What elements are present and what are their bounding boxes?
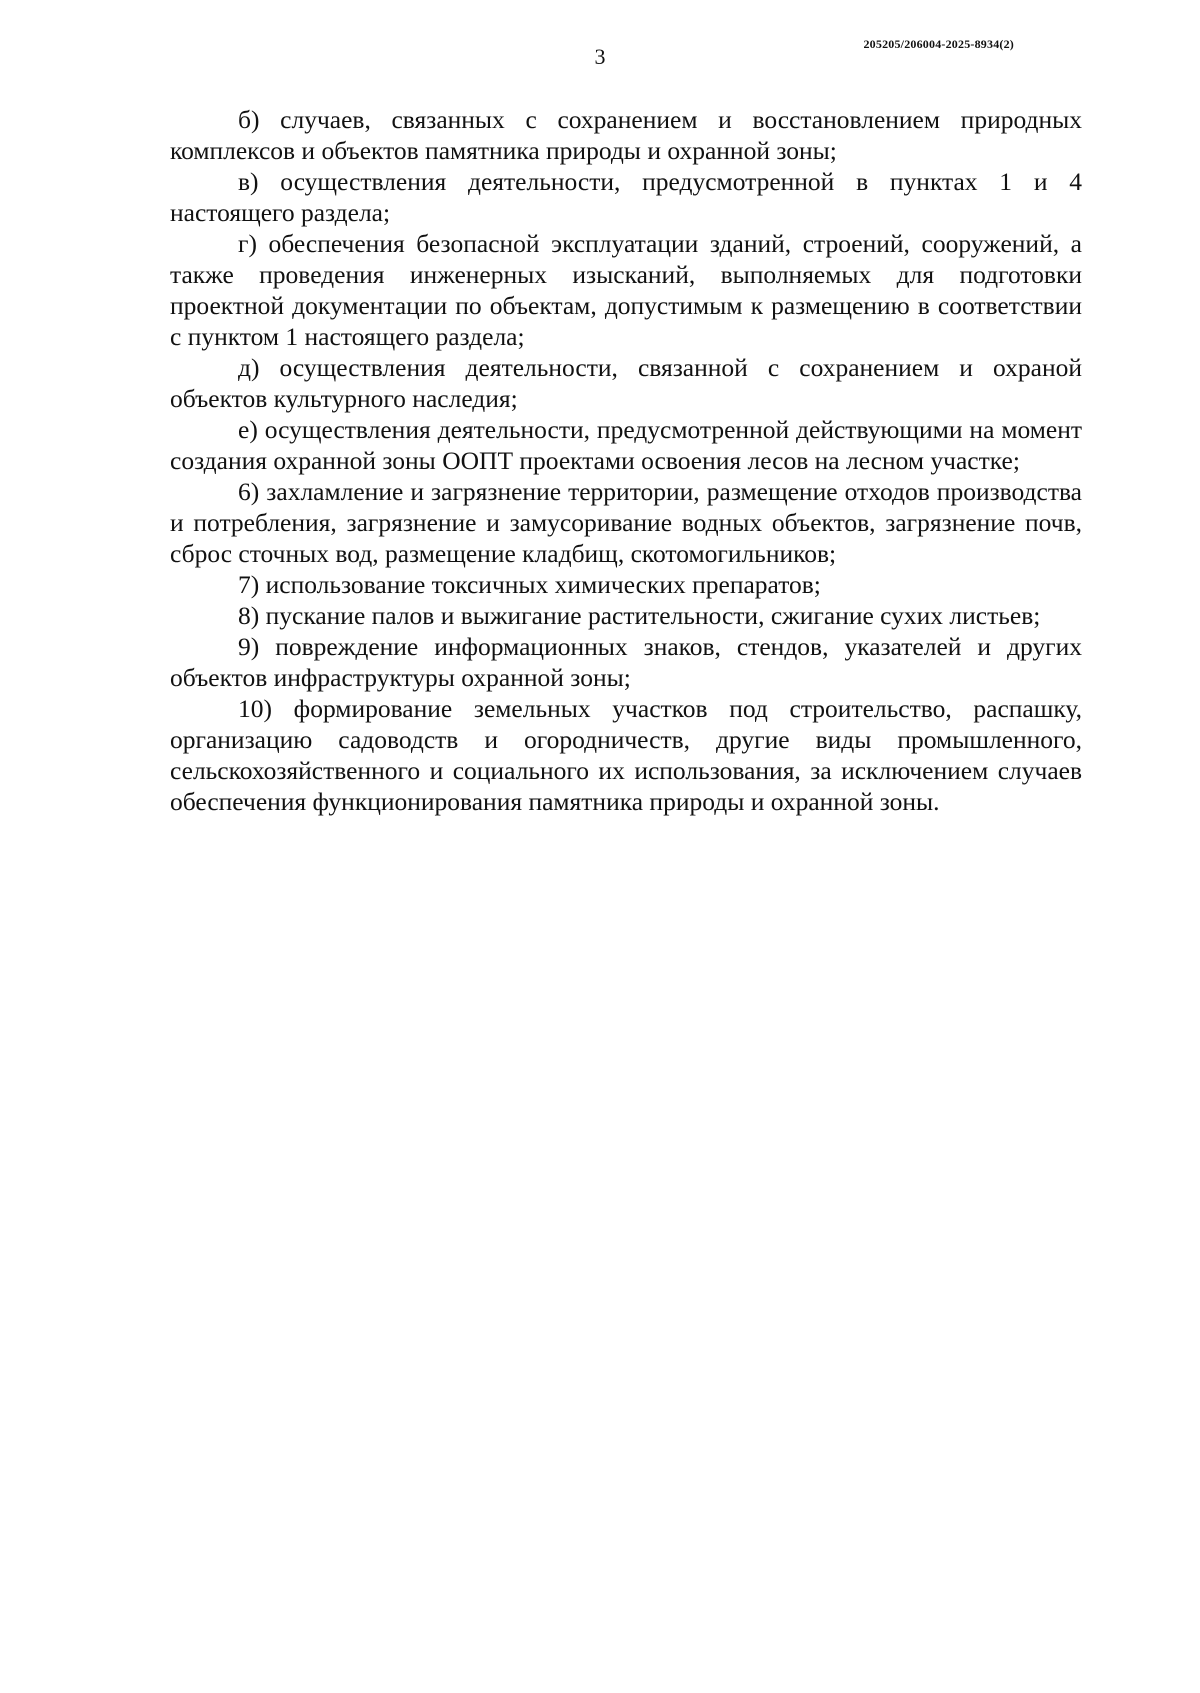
paragraph-9: 9) повреждение информационных знаков, стендов, указателей и других объектов инфраструктуры охранной зоны; — [170, 632, 1082, 692]
paragraph-7: 7) использование токсичных химических препаратов; — [238, 570, 821, 599]
paragraph-d: д) осуществления деятельности, связанной с сохранением и охраной объектов культурного наследия; — [170, 353, 1082, 413]
paragraph-10: 10) формирование земельных участков под строительство, распашку, организацию садоводств и огородничеств, другие виды промышленного, сельскохозяйственного и социального их использования, за исключением случаев обеспечения функционирования памятника природы и охранной зоны. — [170, 694, 1082, 816]
paragraph-e: е) осуществления деятельности, предусмотренной действующими на момент создания охранной зоны ООПТ проектами освоения лесов на лесном участке; — [170, 415, 1082, 475]
paragraph-g: г) обеспечения безопасной эксплуатации зданий, строений, сооружений, а также проведения инженерных изысканий, выполняемых для подготовки проектной документации по объектам, допустимым к размещению в соответствии с пунктом 1 настоящего раздела; — [170, 229, 1082, 351]
page-number: 3 — [594, 44, 606, 69]
document-body — [170, 104, 1082, 817]
paragraph-6: 6) захламление и загрязнение территории, размещение отходов производства и потребления, загрязнение и замусоривание водных объектов, загрязнение почв, сброс сточных вод, размещение кладбищ, скотомогильников; — [170, 477, 1082, 568]
document-id: 205205/206004-2025-8934(2) — [863, 37, 1014, 51]
paragraph-b: б) случаев, связанных с сохранением и восстановлением природных комплексов и объектов памятника природы и охранной зоны; — [170, 105, 1082, 165]
paragraph-v: в) осуществления деятельности, предусмотренной в пунктах 1 и 4 настоящего раздела; — [170, 167, 1082, 227]
paragraph-8: 8) пускание палов и выжигание растительности, сжигание сухих листьев; — [238, 601, 1041, 630]
